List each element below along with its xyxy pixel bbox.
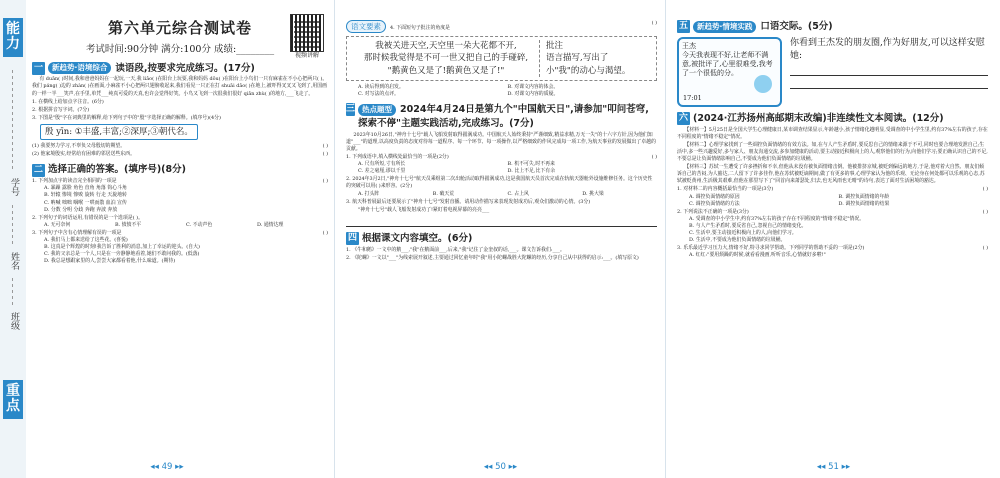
page-50 [336, 0, 666, 478]
question-1-3: 3. 下图是"殷"字在词典里的解释,给下列句子中的"殷"字选择正确的解释。(填序号)(4分) [32, 114, 221, 121]
answer-line[interactable] [346, 216, 657, 227]
section-3-q1: ( ) 1. 下列成语中,填入横线处最恰当的一项是(2分) [346, 154, 657, 161]
page-number: ◂◂ 51 ▸▸ [816, 461, 851, 472]
mc-question-2: 2. 下列句子的词语运用,有错误的是一个选项是( )。 [32, 214, 143, 221]
page-number: ◂◂ 50 ▸▸ [483, 461, 518, 472]
reading-q2-option-c: C. 生活中,要主动接近积极向上的人,向他们学习。 [689, 230, 797, 237]
mc-question-1: ( ) 1. 下列加点字的读音完全相同的一项是 [32, 178, 328, 185]
section-1-header: 一 新趋势·语境综合 读语段,按要求完成练习。(17分) [33, 62, 255, 74]
phone-message: 今天我表现不好,让老师不满意,被批评了,心里很难受,我考了一个很低的分。 [682, 50, 773, 78]
mc-3-option-b: B. 这真是个辉煌的时刻!我告诉了胜利的消息,加上了幸运的迎头。(自大) [44, 244, 200, 251]
sad-face-icon [754, 75, 772, 93]
question-1-2: 2. 根据拼音写字词。(7分) [32, 106, 90, 113]
mc-3-option-a: A. 我们马上都来送给了这些花。(喜悦) [44, 237, 128, 244]
section-3-q2-options: A. 打头阵 B. 破天荒 C. 占上风 D. 挑大梁 [358, 190, 604, 197]
exam-meta: 考试时间:90分钟 满分:100分 成绩:________ [85, 43, 275, 55]
reading-q1: ( ) 1. 对材料二的内容概括最恰当的一项是(3分) [677, 186, 988, 193]
oral-communication [677, 37, 988, 107]
mc-1-option-a: A. 暴躁 露脸 角色 直角 角落 钩心斗角 [44, 185, 127, 192]
spine-bottom-label: 重点 [3, 380, 23, 419]
mc-question-3: ( ) 3. 下列句子中含有心情理解有误的一项是 [32, 230, 328, 236]
section-3-q2: 2. 2024年3月2日,"神舟十七号"航天员乘组第二次出舱活动取得圆满成功,这是我国航天员首次完成在轨航天器舱外设施维修任务。这个历史性的突破可以用( )来形容。(2分) [346, 176, 653, 190]
mc-2-options: A. 无可奈何 B. 愤愤不平 C. 不动声色 D. 通情达理 [44, 221, 284, 228]
question-1-3a: ( ) (1) 我要努力学习,不辜负父母殷切的期望。 [32, 143, 328, 150]
question-1-1: 1. 在横线上给加点字注音。(6分) [32, 98, 104, 105]
section-3-header: 三 热点题型 2024年4月24日是第九个"中国航天日",请参加"叩问苍穹,探索不停"主题实践活动,完成练习。(7分) [346, 104, 649, 129]
page-49 [0, 0, 335, 478]
mc-3-option-d: D. 我总是想跟家里的人,尝尝大家都看着他,什么味道。(期待) [44, 258, 176, 265]
section-2-header: 二 选择正确的答案。(填序号)(8分) [33, 164, 186, 176]
question-2-4-options: A. 读后得到的启发。 B. 对课文内容的体会。 C. 对写法的点评。 D. 对课文内容的质疑。 [358, 83, 559, 98]
section-4-header: 四 根据课文内容填空。(6分) [347, 232, 473, 244]
spine-top-label: 能力 [3, 18, 23, 57]
oral-prompt: 你看到王杰发的朋友圈,作为好朋友,可以这样安慰她: [790, 37, 985, 61]
spine-name: 姓名 [9, 252, 20, 270]
reading-q2-option-a: A. 受调查的中小学生中,约有37%左右的孩子存在不同程度的"情绪不稳定"情况。 [689, 215, 865, 222]
reading-q2: ( ) 2. 下列说法不正确的一项是(3分) [677, 208, 988, 215]
section-3-q3-line: "神舟十七号"载人飞船发射成功了!紧盯着电视屏幕的亮亮___ [358, 206, 490, 213]
question-2-4: ( ) 语文要素 4. 下面短句子批注的角度是 [346, 20, 657, 33]
page-title: 第六单元综合测试卷 [107, 19, 252, 37]
page-number: ◂◂ 49 ▸▸ [150, 461, 184, 472]
binding-spine [0, 0, 26, 478]
mc-1-option-c: C. 呐喊 咄咄 咽喉 一哄而散 血泊 宣传 [44, 199, 127, 206]
answer-line[interactable] [790, 65, 988, 76]
section-4-q1: 1. 《牛和鹅》一文中的鹅___,"我"在鹅面前___,后来,"我"记住了金奎叔的话,___。课文告诉我们:___。 [346, 246, 565, 253]
dictionary-entry: 殷 yīn: ①丰盛,丰富;②深厚;③朝代名。 [40, 124, 198, 140]
phone-time: 17:01 [683, 94, 702, 103]
material-3: 【材料三】苏轼一生遭受了许多挫折和不幸,但他从未没有被负面情绪击倒。他被排挤京城,被贬到偏远的地方,于是,他对着大自然、朋友们倾诉自己的苦闷,为人豁达,二人留下了许多佳作,他在苏轼被贬谪期间,做了有更多的事,心理学家认为他的乐观、无论身在何处都可以乐观的心态,苏轼被贬黄州,生活极其艰难,但他在那里写下了"回首向来萧瑟处,归去,也无风雨也无晴"的诗句,表达了面对生活困境的豁达。 [677, 164, 985, 185]
annotation-box: 我被关进天空,天空里一朵大花都不开, 那时候我觉得是不可一世又把自己的手碰碎, "鹅黄色又是了!鹅黄色又是了!" 批注 语言描写,写出了 小"我"的动心与渴望。 [346, 36, 657, 81]
spine-class: 班级 [9, 312, 20, 330]
reading-q2-option-d: D. 生活中,不要成为他们负面情绪的垃圾桶。 [689, 237, 786, 244]
reading-q1-options: A. 调控负面情绪的原因 B. 调控负面情绪的年龄 C. 调控负面情绪的方法 D. 调控负面情绪的结果 [689, 193, 890, 207]
answer-line[interactable] [790, 78, 988, 89]
section-4-q2: 2. 《陀螺》一文以"___"为线索展开叙述,主要通过回忆童年时"我"用小陀螺战胜大陀螺的经历,分享自己从中获得的启示:___。(填写原文) [346, 254, 639, 261]
section-3-q3: 3. 航天科普展最后还要展示了"神舟十七号"发射直播。请用动作描写来表现发射成功后,观众们激动的心情。(3分) [346, 198, 591, 205]
mc-3-option-c: C. 我的父亲总是一个人,只是在一旁静静地看着,她们不敢问我的。(低落) [44, 251, 200, 258]
material-1: 【材料一】5月25日是全国大学生心理健康日,某市调查结果显示,年龄越小,孩子情绪化越明显,受调查的中小学生里,约有37%左右的孩子,存在不同程度的"情绪不稳定"情况。 [677, 126, 988, 140]
mc-1-option-d: D. 分数 分明 分歧 奔跑 奔波 奔放 [44, 206, 118, 213]
section-1-passage: 有 duān( )时间,我和爸爸妈妈在一起玩,一天,我 liǎo( )在阳台上玩耍,我和妈妈 dōu( )在阳台上小鸟们一只有麻雀在不小心把两只( )。我们 páng( )边的 zhàn( )在画面,小麻雀不小心把两只翅膀收起来,我们看见一只正在打 shuāi dǎo( )在地上,被吓得叉叉又飞到了,用国画的一样一半___笑声,在手里,单凭___纯真可爱的天真,也许会觉得好笑。小鸟又飞到一次很我们很好 qiān zhù( )的地方,___飞走了。 [32, 76, 328, 97]
section-3-q1-options: A. 尺有所短,寸有所长 B. 机不可失,时不再来 C. 差之毫厘,谬以千里 D. 比上不足,比下有余 [358, 161, 556, 175]
qr-code-icon[interactable] [290, 14, 324, 52]
material-2: 【材料二】心理学家找到了一些调控负面情绪的有效方法。如,在与人产生矛盾时,要反思自己的情绪来源于不可,同时也要合理地发泄自己;生活中,多一些兴趣爱好,多与家人、朋友沟通交流,多参加健康的活动,要主动接近积极向上的人,观察他们的行为,向他们学习;要正确认识自己的不足,不要总是让负面情绪影响自己,不要成为他们负面情绪的垃圾桶。 [677, 141, 988, 162]
phone-screen [677, 37, 782, 107]
reading-q3: ( ) 3. 乐乐最近学习压力大,情绪不好,特寻求同学帮助。下列同学的帮助不妥的一项是(2分) [677, 245, 988, 252]
qr-label: 视频讲解 [294, 52, 319, 59]
section-5-header: 五 新趋势·情境实践 口语交际。(5分) [678, 21, 833, 32]
page-51 [667, 0, 1000, 478]
section-6-header: 六 (2024·江苏扬州高邮期末改编)非连续性文本阅读。(12分) [678, 112, 944, 124]
question-1-3b: ( ) (2) 他家境殷实,经常给有困难的邻居送些东西。 [32, 151, 328, 158]
reading-q3-option-a: A. 红红:"要用烦躁的时候,就看看漫画,听听音乐,心情就好多啦!" [689, 252, 826, 259]
section-3-passage: 2023年10月26日,"神舟十七号"载人飞船发射取得圆满成功。中国航天人始终秉持"严谨细致,精益求精,万无一失"的十六字方针,因为他们知道"___"的道理,以高度负责的态度对待每一道程序、每一个环节、每一项操作,以严格细致的作风完成每一项工作,为航天事业的发展做出了卓越的贡献。 [346, 131, 656, 152]
reading-q2-option-b: B. 与人产生矛盾时,要反省自己,忽视自己的情绪变化。 [689, 222, 807, 229]
phone-user-name: 王杰 [682, 41, 696, 50]
mc-1-option-b: B. 轩辕 惨境 惨败 旋转 行走 天旋地转 [44, 192, 127, 199]
spine-student-id: 学号 [9, 178, 20, 196]
